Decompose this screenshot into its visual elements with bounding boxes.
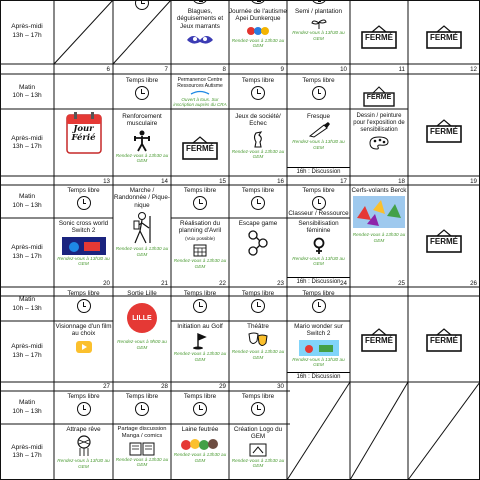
meeting-note: Rendez-vous à 13h30 au GEM bbox=[292, 356, 345, 368]
activity-title: Visionnage d'un film au choix bbox=[55, 323, 112, 338]
clock-icon bbox=[251, 86, 265, 100]
day-number: 26 bbox=[470, 280, 477, 287]
row-label-aprem bbox=[0, 218, 54, 287]
week1-tue-aprem bbox=[113, 109, 171, 177]
activity-title: Temps libre bbox=[183, 187, 217, 194]
label-line: Après-midi bbox=[11, 343, 43, 351]
clock-icon bbox=[251, 196, 265, 210]
activity-title: Renforcement musculaire bbox=[122, 113, 162, 128]
activity-title: Temps libre bbox=[241, 77, 275, 84]
day-number: 16 bbox=[277, 178, 284, 185]
activity-title: Attrape rêve bbox=[66, 426, 101, 433]
chess-icon bbox=[250, 130, 266, 148]
label-line: 10h – 13h bbox=[12, 304, 42, 312]
meeting-note: Rendez-vous à 13h30 au GEM bbox=[231, 349, 285, 360]
day-number: 25 bbox=[398, 280, 405, 287]
meeting-note: Rendez-vous à 13h30 au GEM bbox=[173, 258, 227, 269]
clock-icon bbox=[312, 86, 326, 100]
day-number: 13 bbox=[103, 178, 110, 185]
clock-icon bbox=[193, 402, 207, 416]
clock-icon bbox=[193, 196, 207, 210]
activity-title: Temps libre bbox=[125, 77, 159, 84]
meeting-note: Rendez-vous à 9h00 au GEM bbox=[117, 339, 167, 350]
week4-mon-matin bbox=[54, 391, 113, 424]
activity-title: Sortie Lille bbox=[127, 290, 157, 297]
day-number: 27 bbox=[103, 383, 110, 390]
discussion-note: 16h : Discussion bbox=[287, 372, 350, 382]
closed-sign-icon bbox=[408, 228, 480, 246]
week2-wed-matin bbox=[171, 185, 229, 218]
row-label-matin bbox=[0, 185, 54, 218]
meeting-note: Rendez-vous à 13h30 au GEM bbox=[57, 458, 110, 469]
label-line: 13h – 17h bbox=[12, 452, 42, 459]
week0-day5-icon bbox=[287, 0, 350, 4]
closed-sign-icon bbox=[350, 77, 408, 109]
apei-logo-icon bbox=[245, 25, 271, 37]
clock-icon bbox=[135, 402, 149, 416]
meeting-note: Rendez-vous à 13h30 au GEM bbox=[57, 255, 110, 267]
brush-icon bbox=[308, 122, 330, 138]
holiday-word: Jour bbox=[73, 124, 94, 135]
week1-fri-aprem bbox=[287, 109, 350, 177]
week2-fri-matin bbox=[287, 185, 350, 218]
week1-wed-matin bbox=[171, 75, 229, 109]
closed-sign-icon bbox=[408, 118, 480, 136]
day-number: 30 bbox=[277, 383, 284, 390]
week0-day4-aprem bbox=[229, 0, 287, 63]
label-line: Matin bbox=[18, 296, 36, 304]
week3-sat-closed bbox=[350, 288, 408, 382]
day-number: 29 bbox=[219, 383, 226, 390]
lille-logo-icon bbox=[127, 303, 157, 333]
label-line: 10h – 13h bbox=[12, 201, 42, 209]
day-number: 21 bbox=[161, 280, 168, 287]
closed-label: FERMÉ bbox=[430, 127, 458, 136]
week3-fri-matin bbox=[287, 288, 350, 321]
meeting-note: Rendez-vous à 13h30 au GEM bbox=[231, 37, 285, 49]
activity-title: Sonic cross world Switch 2 bbox=[58, 220, 109, 235]
day-number: 17 bbox=[340, 178, 347, 185]
week3-thu-aprem bbox=[229, 321, 287, 382]
activity-title: Blagues, déguisements et Jeux marrants bbox=[176, 8, 224, 30]
activity-title: Partage discussion Manga / comics bbox=[117, 426, 167, 439]
activity-title: Temps libre bbox=[67, 393, 100, 400]
activity-title: Jeux de société/ Echec bbox=[235, 113, 281, 128]
week0-day4-icon bbox=[229, 0, 287, 4]
activity-title: Classeur / Ressource bbox=[288, 210, 349, 218]
closed-sign-icon bbox=[408, 327, 480, 345]
kites-photo bbox=[353, 196, 405, 228]
week1-mon-holiday bbox=[54, 75, 113, 177]
holiday-label bbox=[71, 125, 95, 143]
week1-wed-aprem-closed bbox=[171, 109, 229, 177]
week2-wed-aprem bbox=[171, 218, 229, 287]
label-line: 10h – 13h bbox=[12, 407, 42, 415]
clock-icon bbox=[77, 402, 91, 416]
activity-title: Laine feutrée bbox=[181, 426, 219, 433]
day-number: 8 bbox=[222, 66, 226, 73]
week4-mon-aprem bbox=[54, 424, 113, 480]
meeting-note: Rendez-vous à 13h30 au GEM bbox=[292, 30, 345, 41]
week1-sun-closed bbox=[408, 75, 480, 177]
meeting-note: Rendez-vous à 13h30 au GEM bbox=[292, 255, 345, 267]
activity-title: Temps libre bbox=[241, 393, 275, 400]
activity-title: Temps libre bbox=[241, 187, 275, 194]
meeting-note: Rendez-vous à 13h30 au GEM bbox=[115, 246, 169, 257]
closed-sign-icon bbox=[350, 327, 408, 345]
clock-icon bbox=[193, 299, 207, 313]
clock-icon bbox=[135, 0, 149, 10]
clock-icon bbox=[312, 196, 326, 210]
week0-sun-closed bbox=[408, 0, 480, 63]
week1-sat-aprem bbox=[350, 109, 408, 177]
costume-icon bbox=[185, 32, 215, 46]
day-number: 10 bbox=[340, 66, 347, 73]
day-number: 24 bbox=[340, 280, 347, 287]
activity-title: Théâtre bbox=[247, 323, 269, 330]
wool-felt-photo bbox=[180, 435, 220, 451]
row-label-matin bbox=[0, 391, 54, 424]
activity-title: Temps libre bbox=[302, 77, 335, 84]
meeting-note: Rendez-vous à 13h30 au GEM bbox=[173, 351, 227, 362]
meeting-note: Rendez-vous à 13h30 au GEM bbox=[352, 232, 406, 243]
week2-thu-matin bbox=[229, 185, 287, 218]
label-line: Après-midi bbox=[11, 443, 43, 451]
clock-icon bbox=[193, 0, 207, 4]
hiking-icon bbox=[127, 211, 157, 245]
paint-palette-icon bbox=[369, 136, 389, 150]
closed-sign-icon bbox=[350, 2, 408, 63]
week3-wed-aprem bbox=[171, 321, 229, 382]
row-label-matin bbox=[0, 75, 54, 109]
row-label-aprem bbox=[0, 0, 54, 63]
manga-icon bbox=[129, 442, 155, 456]
week3-mon-matin bbox=[54, 288, 113, 321]
week1-tue-matin bbox=[113, 75, 171, 109]
activity-title: Temps libre bbox=[183, 290, 217, 297]
closed-label: FERMÉ bbox=[430, 336, 458, 345]
video-game-photo bbox=[62, 237, 106, 255]
day-number: 7 bbox=[164, 66, 168, 73]
discussion-note: 16h : Discussion bbox=[287, 277, 350, 287]
week2-sat-all bbox=[350, 185, 408, 287]
meeting-note: Rendez-vous à 13h30 au GEM bbox=[115, 456, 169, 468]
week4-thu-matin bbox=[229, 391, 287, 424]
closed-sign-icon bbox=[408, 2, 480, 63]
clock-icon bbox=[77, 299, 91, 313]
activity-title: Dessin / peinture pour l'exposition de sensibilisation bbox=[353, 113, 405, 134]
clock-icon bbox=[135, 86, 149, 100]
day-number: 9 bbox=[280, 66, 284, 73]
female-symbol-icon bbox=[312, 237, 326, 255]
plant-icon bbox=[308, 17, 330, 29]
clock-icon bbox=[251, 0, 265, 4]
planner-icon bbox=[193, 243, 207, 257]
week2-fri-aprem bbox=[287, 218, 350, 287]
week4-thu-aprem bbox=[229, 424, 287, 480]
theater-masks-icon bbox=[247, 332, 269, 348]
row-label-aprem bbox=[0, 109, 54, 177]
closed-label: FERMÉ bbox=[430, 237, 458, 246]
meeting-note: Rendez-vous à 13h30 au GEM bbox=[231, 148, 285, 160]
activity-title: Initiation au Golf bbox=[177, 323, 223, 330]
day-number: 11 bbox=[398, 66, 405, 73]
week4-wed-aprem bbox=[171, 424, 229, 480]
activity-title: Semi / plantation bbox=[295, 8, 342, 15]
holiday-word: Férié bbox=[71, 133, 96, 143]
closed-label: FERMÉ bbox=[186, 144, 214, 153]
meeting-note: Rendez-vous à 13h30 au GEM bbox=[115, 152, 169, 164]
week3-wed-matin bbox=[171, 288, 229, 321]
row-label-matin bbox=[0, 288, 54, 321]
week0-sat-closed bbox=[350, 0, 408, 63]
label-line: Matin bbox=[18, 193, 36, 201]
clock-icon bbox=[251, 402, 265, 416]
label-line: 10h – 13h bbox=[12, 92, 42, 99]
activity-title: Temps libre bbox=[241, 290, 275, 297]
activity-title: Journée de l'autisme Apei Dunkerque bbox=[229, 8, 287, 23]
discussion-note: 16h : Discussion bbox=[287, 167, 350, 177]
closed-label: FERMÉ bbox=[365, 32, 393, 42]
activity-subtitle: (Voix possible) bbox=[185, 235, 215, 241]
muscle-training-icon bbox=[133, 130, 151, 152]
week1-thu-aprem bbox=[229, 109, 287, 177]
day-number: 20 bbox=[103, 280, 110, 287]
activity-title: Temps libre bbox=[125, 393, 159, 400]
dreamcatcher-icon bbox=[76, 435, 92, 457]
day-number: 14 bbox=[161, 178, 168, 185]
row-label-aprem bbox=[0, 321, 54, 382]
row-label-aprem bbox=[0, 424, 54, 480]
week4-wed-matin bbox=[171, 391, 229, 424]
label-line: Matin bbox=[18, 83, 36, 91]
clock-icon bbox=[312, 0, 326, 4]
week3-thu-matin bbox=[229, 288, 287, 321]
week3-tue-all bbox=[113, 288, 171, 382]
day-number: 12 bbox=[470, 66, 477, 73]
activity-title: Fresque bbox=[306, 113, 331, 120]
label-line: 13h – 17h bbox=[12, 143, 42, 150]
activity-subtitle: Ouvert à tous. Sur inscription auprès du CRA bbox=[173, 96, 227, 107]
activity-title: Mario wonder sur Switch 2 bbox=[294, 323, 343, 338]
activity-title: Escape game bbox=[238, 220, 278, 227]
day-number: 28 bbox=[161, 383, 168, 390]
meeting-note: Rendez-vous à 13h30 au GEM bbox=[231, 457, 285, 469]
closed-label: FERMÉ bbox=[365, 336, 393, 345]
activity-title: Réalisation du planning d'Avril bbox=[178, 220, 222, 235]
meeting-note: Rendez-vous à 13h30 au GEM bbox=[173, 452, 227, 463]
cra-logo-icon bbox=[190, 90, 210, 96]
video-play-icon bbox=[75, 340, 93, 354]
clock-icon bbox=[251, 299, 265, 313]
week2-mon-matin bbox=[54, 185, 113, 218]
week3-mon-aprem bbox=[54, 321, 113, 382]
week0-day3-aprem bbox=[171, 0, 229, 63]
day-number: 23 bbox=[277, 280, 284, 287]
label-line: Après-midi bbox=[11, 134, 43, 142]
label-line: 13h – 17h bbox=[12, 31, 42, 39]
week0-day5-aprem bbox=[287, 0, 350, 63]
escape-game-icon bbox=[245, 229, 271, 257]
video-game-photo bbox=[299, 340, 339, 356]
activity-title: Temps libre bbox=[302, 290, 335, 297]
label-line: Après-midi bbox=[11, 23, 43, 31]
activity-title: Cerfs-volants Berck bbox=[351, 187, 407, 194]
label-line: 13h – 17h bbox=[12, 351, 42, 359]
activity-title: Permanence Centre Ressources Autisme bbox=[177, 77, 223, 89]
label-line: 13h – 17h bbox=[12, 252, 42, 260]
activity-title: Création Logo du GEM bbox=[233, 426, 283, 441]
closed-sign-icon bbox=[171, 135, 229, 153]
week2-tue-all bbox=[113, 185, 171, 287]
closed-label: FERMÉ bbox=[430, 32, 458, 42]
activity-title: Temps libre bbox=[183, 393, 217, 400]
label-line: Après-midi bbox=[11, 244, 43, 252]
week2-sun-closed bbox=[408, 185, 480, 287]
closed-label: FERMÉ bbox=[366, 93, 392, 101]
day-number: 19 bbox=[470, 178, 477, 185]
week2-thu-aprem bbox=[229, 218, 287, 287]
golf-flag-icon bbox=[192, 332, 208, 350]
activity-title: Temps libre bbox=[67, 187, 100, 194]
logo-text: LILLE bbox=[132, 314, 152, 322]
activity-title: Temps libre bbox=[67, 290, 100, 297]
week4-tue-matin bbox=[113, 391, 171, 424]
week0-day3-icon bbox=[171, 0, 229, 4]
day-number: 22 bbox=[219, 280, 226, 287]
day-number: 6 bbox=[106, 66, 110, 73]
logo-design-icon bbox=[249, 443, 267, 457]
week0-day2-icon bbox=[113, 0, 171, 10]
week1-sat-matin-closed bbox=[350, 75, 408, 109]
clock-icon bbox=[77, 196, 91, 210]
week2-mon-aprem bbox=[54, 218, 113, 287]
day-number: 18 bbox=[398, 178, 405, 185]
week3-sun-closed bbox=[408, 288, 480, 382]
week1-fri-matin bbox=[287, 75, 350, 109]
activity-title: Temps libre bbox=[302, 187, 335, 194]
week3-fri-aprem bbox=[287, 321, 350, 382]
day-number: 15 bbox=[219, 178, 226, 185]
meeting-note: Rendez-vous à 13h30 au GEM bbox=[292, 139, 345, 150]
week1-thu-matin bbox=[229, 75, 287, 109]
clock-icon bbox=[312, 299, 326, 313]
activity-title: Sensibilisation féminine bbox=[298, 220, 339, 235]
label-line: Matin bbox=[18, 399, 36, 407]
activity-title: Marche / Randonnée / Pique-nique bbox=[113, 187, 170, 209]
week4-tue-aprem bbox=[113, 424, 171, 480]
